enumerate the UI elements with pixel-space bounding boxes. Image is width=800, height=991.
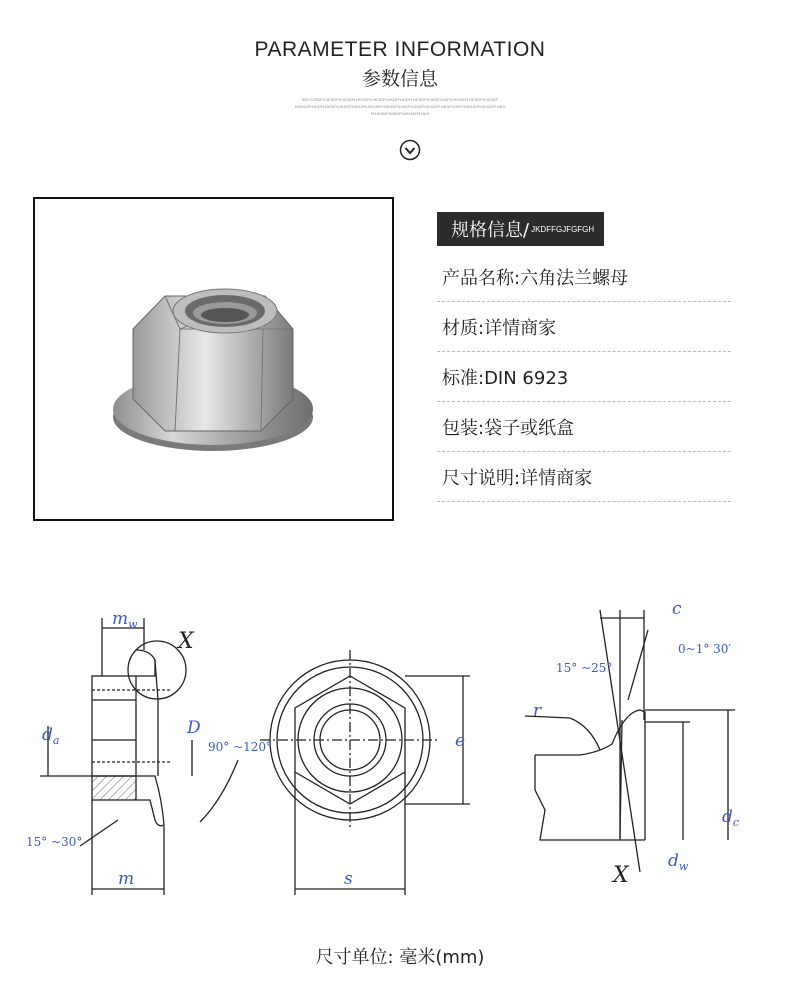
spec-row-size: 尺寸说明:详情商家 (437, 453, 731, 502)
spec-row-name: 产品名称:六角法兰螺母 (437, 253, 731, 302)
label-mw (112, 609, 138, 631)
spec-heading-sub: JKDFFGJFGFGH (531, 224, 595, 234)
label-dc-sub: c (732, 816, 740, 829)
flange-nut-image (35, 199, 392, 519)
spec-row-standard: 标准:DIN 6923 (437, 353, 731, 402)
label-da-sub: a (52, 734, 60, 747)
label-e: e (455, 731, 466, 751)
decorative-text (250, 96, 550, 117)
label-angle-90: 90° ~120° (208, 740, 273, 754)
decorative-text-line: HJKSDFHJKDFHJKDFHJKSDFHJKDFHJKHJKFHJKSDFHJKDFHJKDFHJKSDFHJKDFHJKFHJKHJKFHJKSDFHJKD (294, 104, 506, 109)
label-X: X (178, 629, 194, 654)
label-dw-main: d (668, 851, 679, 871)
label-dc (722, 807, 739, 829)
label-s: s (344, 869, 353, 889)
label-da (42, 725, 59, 747)
label-c: c (672, 599, 682, 619)
label-m: m (118, 869, 135, 889)
label-angle-0: 0~1° 30′ (678, 642, 732, 656)
spec-heading-title: 规格信息/ (451, 220, 530, 241)
decorative-text-line: SDFGJSDFGJKSDFHJKSDFHJKSDFHJKSDFHJKDFHJKDFHJKSDFHJKDFHJKFHJKHJKFHJKSDFHJKSDF (301, 97, 499, 102)
label-da-main: d (42, 725, 53, 745)
dimension-drawing (0, 590, 800, 910)
product-photo (33, 197, 394, 521)
label-dw (668, 851, 689, 873)
page-title: PARAMETER INFORMATION (254, 38, 546, 61)
side-view (40, 618, 238, 895)
chevron-down-icon (399, 139, 421, 161)
label-mw-main: m (112, 609, 129, 629)
label-angle-15-right: 15° ~25° (556, 661, 613, 675)
page-subtitle: 参数信息 (361, 68, 438, 90)
label-D: D (187, 718, 201, 738)
spec-row-packaging: 包装:袋子或纸盒 (437, 403, 731, 452)
decorative-text-line: FHJKSDFHJKDFHJKHJKFHJKS (370, 111, 430, 116)
label-r: r (533, 701, 542, 721)
label-X-detail: X (613, 863, 629, 888)
label-mw-sub: w (128, 618, 138, 631)
spec-row-material: 材质:详情商家 (437, 303, 731, 352)
top-view (260, 650, 470, 895)
unit-note: 尺寸单位: 毫米(mm) (315, 947, 485, 968)
label-angle-15-left: 15° ~30° (26, 835, 83, 849)
label-dw-sub: w (678, 860, 689, 873)
spec-heading (437, 212, 604, 246)
label-dc-main: d (722, 807, 733, 827)
